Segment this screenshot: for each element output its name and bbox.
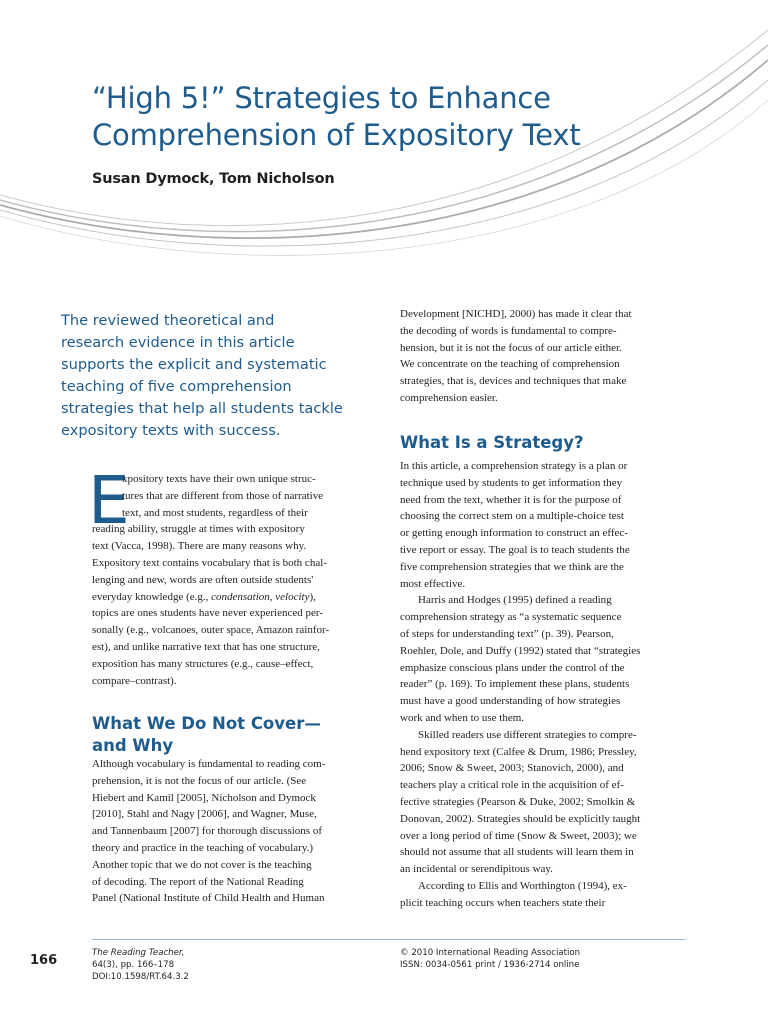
text-line: emphasize conscious plans under the control of the [400, 661, 625, 674]
section-heading-not-cover [92, 713, 380, 757]
text-line: 2006; Snow & Sweet, 2003; Stanovich, 2000), and [400, 762, 624, 775]
text-line: prehension, it is not the focus of our article. (See [92, 774, 307, 787]
text-line: over a long period of time (Snow & Sweet, 2003); we [400, 829, 637, 842]
left-column-section [92, 756, 380, 907]
text-line: must have a good understanding of how strategies [400, 695, 621, 708]
text-line: of decoding. The report of the National Reading [92, 875, 304, 888]
text-line: topics are ones students have never experienced per- [92, 607, 323, 620]
right-column-section [400, 458, 688, 912]
article-title [92, 80, 732, 154]
text-line: technique used by students to get information they [400, 476, 623, 489]
abstract-line: strategies that help all students tackle [61, 400, 343, 417]
text-line: Skilled readers use different strategies to compre- [418, 728, 637, 741]
text-line: In this article, a comprehension strategy is a plan or [400, 460, 628, 472]
text-line: text, and most students, regardless of their [122, 506, 308, 519]
abstract-line: research evidence in this article [61, 334, 295, 351]
left-column-intro [92, 471, 380, 689]
journal-name: The Reading Teacher, [92, 948, 185, 958]
text-line: the decoding of words is fundamental to compre- [400, 324, 617, 337]
text-line: strategies, that is, devices and techniques that make [400, 375, 627, 388]
text-line: Harris and Hodges (1995) defined a reading [418, 594, 612, 607]
text-line: [2010], Stahl and Nagy [2006], and Wagner, Muse, [92, 808, 317, 821]
text-line: compare–contrast). [92, 674, 177, 687]
abstract-line: The reviewed theoretical and [61, 312, 275, 329]
text-line: plicit teaching occurs when teachers state their [400, 896, 606, 909]
text-line: or getting enough information to construct an effec- [400, 527, 628, 540]
text-line: sonally (e.g., volcanoes, outer space, Amazon rainfor- [92, 624, 330, 637]
drop-cap-lines [92, 471, 380, 521]
text-line: According to Ellis and Worthington (1994), ex- [418, 879, 627, 892]
text-run: ), [309, 590, 316, 603]
text-line: hend expository text (Calfee & Drum, 1986; Pressley, [400, 745, 637, 758]
citation-line [92, 947, 189, 971]
text-line: We concentrate on the teaching of comprehension [400, 358, 620, 371]
title-line: “High 5!” Strategies to Enhance [92, 81, 551, 115]
heading-line: What We Do Not Cover— [92, 714, 321, 733]
section-heading-strategy [400, 432, 688, 454]
text-line: comprehension easier. [400, 391, 498, 404]
article-authors: Susan Dymock, Tom Nicholson [92, 171, 335, 187]
text-line: comprehension strategy as “a systematic sequence [400, 611, 622, 624]
text-line: text (Vacca, 1998). There are many reasons why. [92, 540, 307, 553]
citation-detail: 64(3), pp. 166–178 [92, 960, 175, 970]
text-line: hension, but it is not the focus of our article either. [400, 341, 622, 354]
text-line: an incidental or serendipitous way. [400, 863, 553, 876]
text-line: theory and practice in the teaching of vocabulary.) [92, 841, 314, 854]
text-line: need from the text, whether it is for the purpose of [400, 493, 622, 506]
text-line: Panel (National Institute of Child Health and Human [92, 892, 325, 905]
page-number: 166 [30, 953, 58, 968]
text-line: reading ability, struggle at times with expository [92, 523, 305, 536]
text-line: fective strategies (Pearson & Duke, 2002; Smolkin & [400, 795, 636, 808]
title-line: Comprehension of Expository Text [92, 118, 581, 152]
issn: ISSN: 0034-0561 print / 1936-2714 online [400, 960, 580, 970]
text-line: tive report or essay. The goal is to teach students the [400, 543, 630, 556]
abstract-line: teaching of five comprehension [61, 378, 292, 395]
footer-citation [92, 947, 189, 983]
text-line: est), and unlike narrative text that has one structure, [92, 640, 320, 653]
text-line: Hiebert and Kamil [2005], Nicholson and Dymock [92, 791, 316, 804]
copyright: © 2010 International Reading Association [400, 948, 581, 958]
text-line: of steps for understanding text” (p. 39). Pearson, [400, 627, 614, 640]
text-line: should not assume that all students will learn them in [400, 846, 634, 859]
text-line: reader” (p. 169). To implement these plans, students [400, 678, 630, 691]
text-line: five comprehension strategies that we think are the [400, 560, 624, 573]
footer-divider [92, 939, 685, 940]
text-line: most effective. [400, 577, 466, 590]
text-line: choosing the correct stem on a multiple-choice test [400, 510, 624, 523]
italic-terms: condensation, velocity [211, 590, 310, 603]
drop-cap: E [88, 462, 130, 539]
heading-line: and Why [92, 736, 174, 755]
text-line: xpository texts have their own unique struc- [122, 473, 316, 485]
text-line: Roehler, Dole, and Duffy (1992) stated that “strategies [400, 644, 641, 657]
abstract-line: expository texts with success. [61, 422, 281, 439]
right-column-continued [400, 306, 688, 407]
text-line: Expository text contains vocabulary that is both chal- [92, 556, 327, 569]
text-line: Although vocabulary is fundamental to reading com- [92, 758, 326, 770]
footer-copyright [400, 947, 580, 971]
text-line: and Tannenbaum [2007] for thorough discussions of [92, 825, 322, 838]
text-line: exposition has many structures (e.g., cause–effect, [92, 657, 314, 670]
abstract-line: supports the explicit and systematic [61, 356, 327, 373]
text-line: lenging and new, words are often outside students' [92, 573, 314, 586]
abstract [61, 310, 381, 442]
text-line: work and when to use them. [400, 711, 525, 724]
text-line: tures that are different from those of narrative [122, 489, 324, 502]
doi: DOI:10.1598/RT.64.3.2 [92, 972, 189, 982]
text-line: Donovan, 2002). Strategies should be explicitly taught [400, 812, 641, 825]
text-line: Development [NICHD], 2000) has made it clear that [400, 308, 632, 320]
text-line: Another topic that we do not cover is the teaching [92, 858, 312, 871]
text-line [92, 589, 380, 606]
text-line: teachers play a critical role in the acquisition of ef- [400, 779, 624, 792]
heading-line: What Is a Strategy? [400, 433, 584, 452]
text-run: everyday knowledge (e.g., [92, 590, 212, 603]
